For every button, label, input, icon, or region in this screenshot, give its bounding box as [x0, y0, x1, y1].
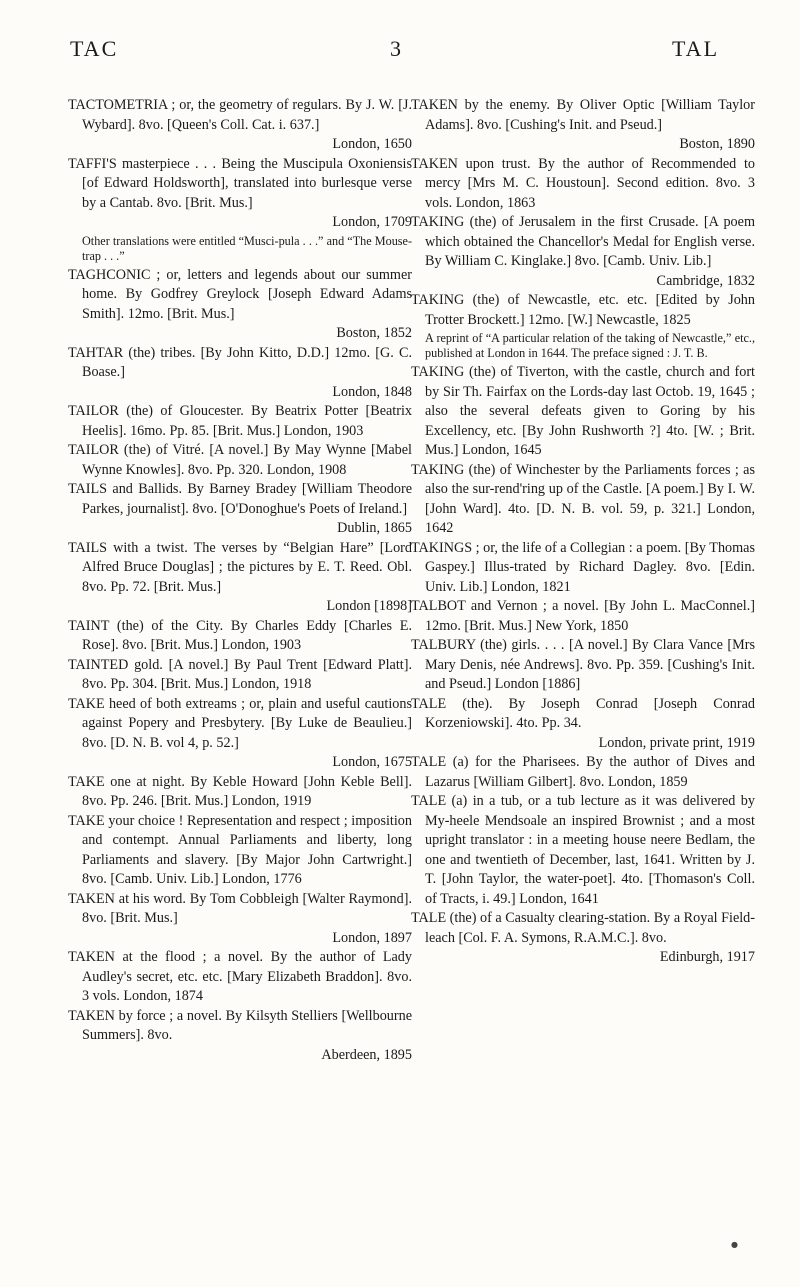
running-head-left: TAC: [70, 36, 119, 61]
entry-imprint: London, 1897: [332, 929, 412, 946]
bibliography-entry: [411, 695, 755, 754]
entry-imprint: Edinburgh, 1917: [659, 949, 755, 965]
entry-text: TAKEN by force ; a novel. By Kilsyth Stelliers [Wellbourne Summers]. 8vo.: [68, 1007, 412, 1043]
entry-text: TAKE heed of both extreams ; or, plain and useful cautions against Popery and Presbytery. [By Luke de Beaulieu.] 8vo. [D. N. B. vol 4, p. 52.]: [68, 695, 412, 751]
entry-text: TAINTED gold. [A novel.] By Paul Trent [Edward Platt]. 8vo. Pp. 304. [Brit. Mus.] London, 1918: [68, 656, 412, 692]
printer-mark: ●: [731, 1240, 738, 1249]
entry-text: TAINT (the) of the City. By Charles Eddy [Charles E. Rose]. 8vo. [Brit. Mus.] London, 1903: [68, 617, 412, 653]
entry-imprint: London, private print, 1919: [598, 734, 755, 751]
entry-text: TAHTAR (the) tribes. [By John Kitto, D.D.] 12mo. [G. C. Boase.]: [68, 344, 412, 380]
bibliography-entry: [68, 948, 412, 1007]
bibliography-entry: [411, 909, 755, 968]
bibliography-entry: [411, 539, 755, 598]
bibliography-entry: [68, 96, 412, 155]
bibliography-entry: [68, 441, 412, 480]
entry-text: TAGHCONIC ; or, letters and legends about our summer home. By Godfrey Greylock [Joseph Edward Adams Smith]. 12mo. [Brit. Mus.]: [68, 266, 412, 322]
entry-imprint: Cambridge, 1832: [656, 272, 755, 289]
running-head-right: TAL: [672, 36, 720, 61]
entry-imprint: Dublin, 1865: [337, 520, 412, 536]
bibliography-entry: [68, 812, 412, 890]
bibliography-entry: [68, 656, 412, 695]
entry-text: TAKEN upon trust. By the author of Recommended to mercy [Mrs M. C. Houstoun]. Second edition. 8vo. 3 vols. London, 1863: [411, 155, 755, 211]
entry-text: TAFFI'S masterpiece . . . Being the Muscipula Oxoniensis [of Edward Holdsworth], translated into burlesque verse by a Cantab. 8vo. [Brit. Mus.]: [68, 155, 412, 211]
entry-text: TALBOT and Vernon ; a novel. [By John L. MacConnel.] 12mo. [Brit. Mus.] New York, 1850: [411, 598, 755, 634]
entry-text: TALE (a) for the Pharisees. By the author of Dives and Lazarus [William Gilbert]. 8vo. London, 1859: [411, 754, 755, 790]
entry-text: TALE (the). By Joseph Conrad [Joseph Conrad Korzeniowski]. 4to. Pp. 34.: [411, 695, 755, 731]
entry-text: TALE (a) in a tub, or a tub lecture as it was delivered by My-heele Mendsoale an inspired Brownist ; and a most upright translator : in a meeting house neere Bedlam, the one and twentieth of December, last, 1641. Written by J. T. [John Taylor, the water-poet]. 4to. [Thomason's Coll. of Tracts, i. 49.] London, 1641: [411, 793, 755, 907]
entry-imprint: Boston, 1852: [336, 325, 412, 341]
bibliography-entry: [68, 1007, 412, 1066]
entry-imprint: London [1898]: [326, 598, 412, 614]
entry-imprint: London, 1650: [332, 136, 412, 152]
bibliography-entry: [68, 539, 412, 617]
entry-imprint: Aberdeen, 1895: [321, 1046, 412, 1063]
entry-text: TAKEN by the enemy. By Oliver Optic [William Taylor Adams]. 8vo. [Cushing's Init. and Pseud.]: [411, 97, 755, 133]
bibliography-entry: [68, 402, 412, 441]
left-column: [68, 96, 412, 1065]
bibliography-entry: [68, 344, 412, 403]
entry-text: TAKING (the) of Newcastle, etc. etc. [Edited by John Trotter Brockett.] 12mo. [W.] Newcastle, 1825: [411, 292, 755, 328]
entry-imprint: Boston, 1890: [679, 136, 755, 152]
entry-text: TAILS and Ballids. By Barney Bradey [William Theodore Parkes, journalist]. 8vo. [O'Donoghue's Poets of Ireland.]: [68, 481, 412, 517]
bibliography-entry: [68, 890, 412, 949]
entry-imprint: London, 1675: [332, 754, 412, 770]
entry-text: TACTOMETRIA ; or, the geometry of regulars. By J. W. [J. Wybard]. 8vo. [Queen's Coll. Cat. i. 637.]: [68, 97, 412, 133]
entry-text: TAKING (the) of Jerusalem in the first Crusade. [A poem which obtained the Chancellor's Medal for English verse. By William C. Kinglake.] 8vo. [Camb. Univ. Lib.]: [411, 214, 755, 269]
entry-text: TAKEN at the flood ; a novel. By the author of Lady Audley's secret, etc. etc. [Mary Elizabeth Braddon]. 8vo. 3 vols. London, 1874: [68, 949, 412, 1004]
entry-text: TAILOR (the) of Gloucester. By Beatrix Potter [Beatrix Heelis]. 16mo. Pp. 85. [Brit. Mus.] London, 1903: [68, 403, 412, 439]
entry-imprint: London, 1848: [332, 383, 412, 400]
entry-text: TALBURY (the) girls. . . . [A novel.] By Clara Vance [Mrs Mary Denis, née Andrews]. 8vo. Pp. 359. [Cushing's Init. and Pseud.] London [1886]: [411, 637, 755, 692]
bibliography-entry: [68, 773, 412, 812]
bibliography-entry: [411, 792, 755, 909]
entry-text: TAILS with a twist. The verses by “Belgian Hare” [Lord Alfred Bruce Douglas] ; the pictures by E. T. Reed. Obl. 8vo. Pp. 72. [Brit. Mus.]: [68, 539, 412, 595]
page-number: 3: [390, 36, 403, 61]
bibliography-entry: [411, 363, 755, 461]
bibliography-entry: [68, 266, 412, 344]
entry-text: TALE (the) of a Casualty clearing-station. By a Royal Field-leach [Col. F. A. Symons, R.A.M.C.]. 8vo.: [411, 910, 755, 946]
bibliography-entry: [68, 617, 412, 656]
bibliography-entry: [411, 597, 755, 636]
bibliography-entry: [411, 291, 755, 361]
entry-note: A reprint of “A particular relation of the taking of Newcastle,” etc., published at London in 1644. The preface signed : J. T. B.: [425, 331, 755, 360]
bibliography-entry: [411, 213, 755, 291]
bibliography-entry: [411, 636, 755, 695]
bibliography-entry: [68, 155, 412, 264]
entry-text: TAKE one at night. By Keble Howard [John Keble Bell]. 8vo. Pp. 246. [Brit. Mus.] London, 1919: [68, 773, 412, 809]
entry-text: TAKING (the) of Winchester by the Parliaments forces ; as also the sur-rend'ring up of the Castle. [A poem.] By I. W. [John Ward]. 4to. [D. N. B. vol. 59, p. 321.] London, 1642: [411, 461, 755, 536]
bibliography-entry: [411, 753, 755, 792]
entry-note: Other translations were entitled “Musci-pula . . .” and “The Mouse-trap . . .”: [82, 233, 412, 263]
bibliography-entry: [411, 155, 755, 214]
entry-imprint: London, 1709: [332, 214, 412, 230]
entry-text: TAKING (the) of Tiverton, with the castle, church and fort by Sir Th. Fairfax on the Lords-day last Octob. 19, 1645 ; also the several defeats given to Goring by his Excellency, etc. [By John Rushworth ?] 4to. [W. ; Brit. Mus.] London, 1645: [411, 364, 755, 458]
bibliography-entry: [68, 480, 412, 539]
entry-text: TAKINGS ; or, the life of a Collegian : a poem. [By Thomas Gaspey.] Illus-trated by Richard Dagley. 8vo. [Edin. Univ. Lib.] London, 1821: [411, 539, 755, 595]
right-column: [411, 96, 755, 968]
bibliography-entry: [411, 461, 755, 539]
entry-text: TAKEN at his word. By Tom Cobbleigh [Walter Raymond]. 8vo. [Brit. Mus.]: [68, 890, 412, 926]
bibliography-entry: [411, 96, 755, 155]
bibliography-entry: [68, 695, 412, 773]
entry-text: TAKE your choice ! Representation and respect ; imposition and contempt. Annual Parliaments and liberty, long Parliaments and slavery. [By Major John Cartwright.] 8vo. [Camb. Univ. Lib.] London, 1776: [68, 812, 412, 887]
entry-text: TAILOR (the) of Vitré. [A novel.] By May Wynne [Mabel Wynne Knowles]. 8vo. Pp. 320. London, 1908: [68, 442, 412, 478]
